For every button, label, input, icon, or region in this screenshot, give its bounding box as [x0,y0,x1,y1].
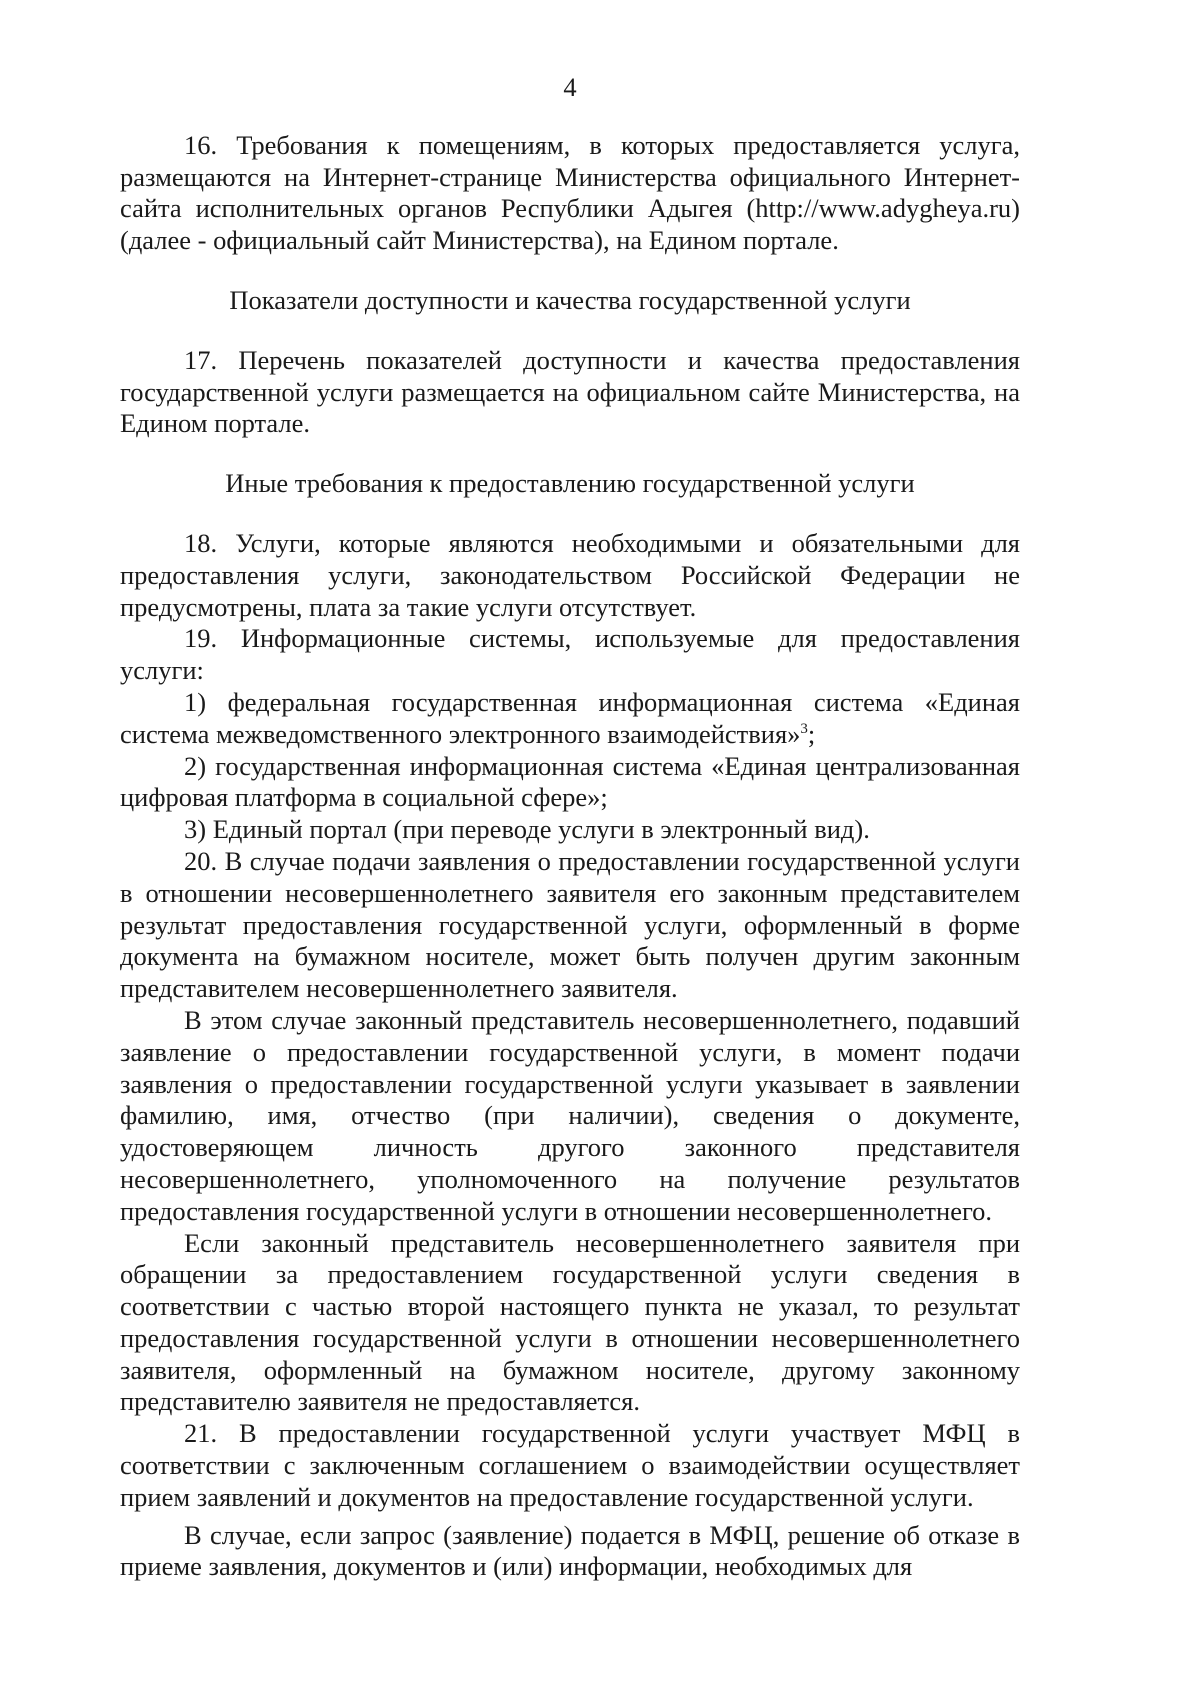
paragraph-21-part-2: В случае, если запрос (заявление) подается в МФЦ, решение об отказе в приеме заявления, документов и (или) информации, необходимых для [120,1519,1020,1582]
paragraph-21: 21. В предоставлении государственной услуги участвует МФЦ в соответствии с заключенным соглашением о взаимодействии осуществляет прием заявлений и документов на предоставление государственной услуги. [120,1418,1020,1512]
section-heading-other-requirements: Иные требования к предоставлению государственной услуги [225,468,915,499]
paragraph-20: 20. В случае подачи заявления о предоставлении государственной услуги в отношении несовершеннолетнего заявителя его законным представителем результат предоставления государственной услуги, оформленный в форме документа на бумажном носителе, может быть получен другим законным представителем несовершеннолетнего заявителя. [120,845,1020,1004]
paragraph-20-part-3: Если законный представитель несовершеннолетнего заявителя при обращении за предоставлением государственной услуги сведения в соответствии с частью второй настоящего пункта не указал, то результат предоставления государственной услуги в отношении несовершеннолетнего заявителя, оформленный на бумажном носителе, другому законному представителю заявителя не предоставляется. [120,1227,1020,1417]
paragraph-19-item-1 [120,687,1020,751]
page-number: 4 [563,72,577,102]
paragraph-16: 16. Требования к помещениям, в которых предоставляется услуга, размещаются на Интернет-странице Министерства официального Интернет-сайта исполнительных органов Республики Адыгея (http://www.adygheya.ru) (далее - официальный сайт Министерства), на Едином портале. [120,129,1020,256]
footnote-marker: 3 [800,720,808,737]
paragraph-18: 18. Услуги, которые являются необходимыми и обязательными для предоставления услуги, законодательством Российской Федерации не предусмотрены, плата за такие услуги отсутствует. [120,527,1020,622]
document-page [120,72,1020,1583]
paragraph-17: 17. Перечень показателей доступности и качества предоставления государственной услуги размещается на официальном сайте Министерства, на Едином портале. [120,344,1020,439]
paragraph-19-item-2: 2) государственная информационная система «Единая централизованная цифровая платформа в социальной сфере»; [120,750,1020,813]
item-1-text: 1) федеральная государственная информационная система «Единая система межведомственного электронного взаимодействия» [120,686,1020,749]
paragraph-19-item-3: 3) Единый портал (при переводе услуги в электронный вид). [184,814,870,845]
paragraph-19: 19. Информационные системы, используемые для предоставления услуги: [120,623,1020,686]
section-heading-accessibility: Показатели доступности и качества государственной услуги [229,284,911,315]
paragraph-20-part-2: В этом случае законный представитель несовершеннолетнего, подавший заявление о предоставлении государственной услуги, в момент подачи заявления о предоставлении государственной услуги указывает в заявлении фамилию, имя, отчество (при наличии), сведения о документе, удостоверяющем личность другого законного представителя несовершеннолетнего, уполномоченного на получение результатов предоставления государственной услуги в отношении несовершеннолетнего. [120,1004,1020,1226]
item-1-tail: ; [807,718,816,749]
